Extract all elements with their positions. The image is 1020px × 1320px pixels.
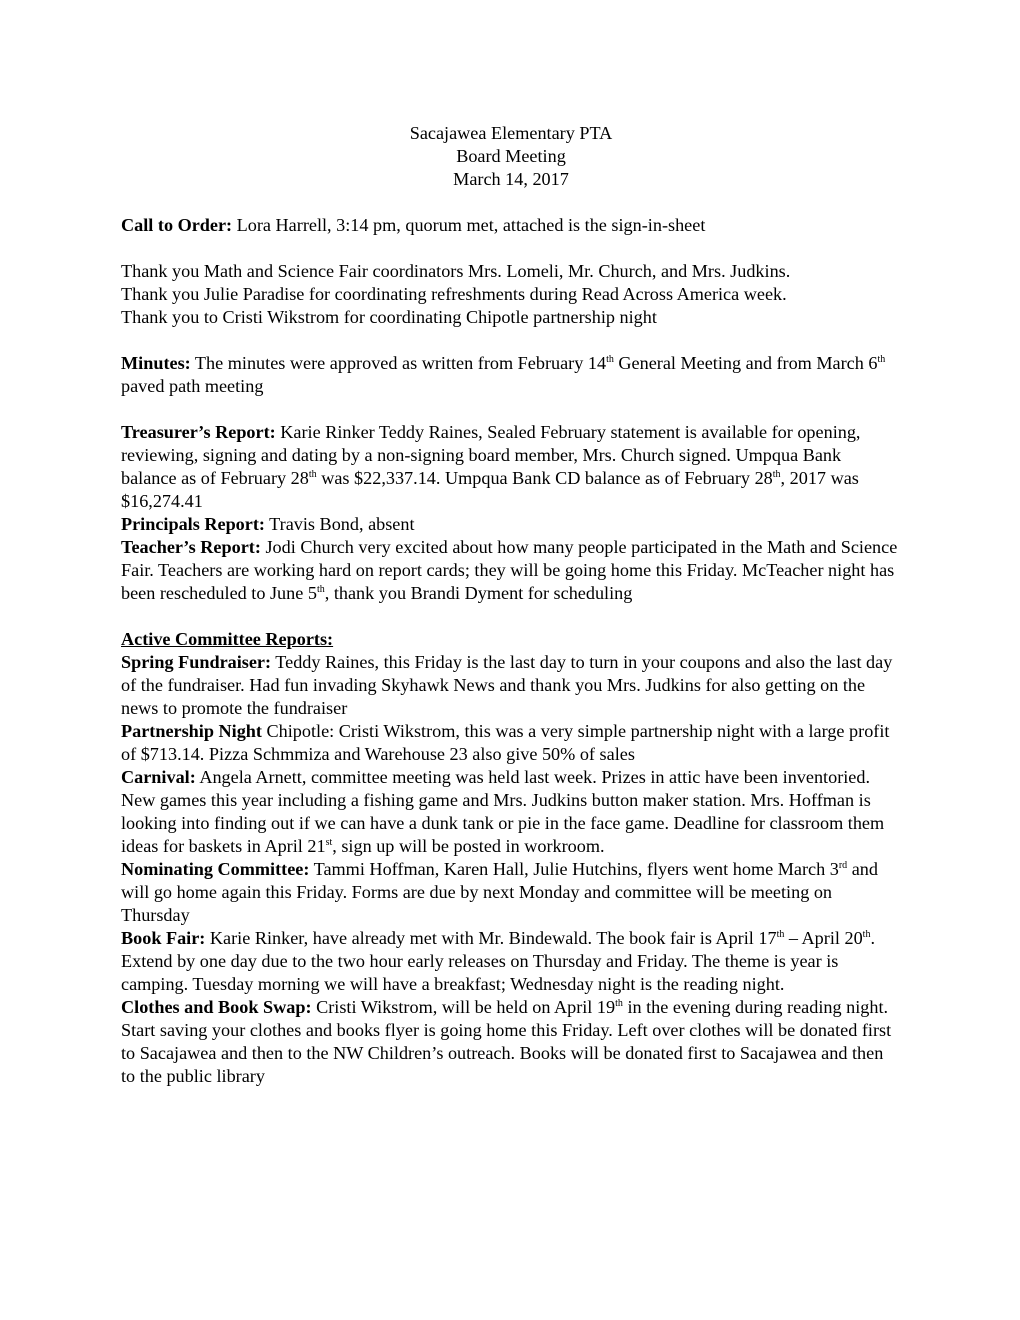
book-fair-report: Book Fair: Karie Rinker, have already met with Mr. Bindewald. The book fair is April 17th – April 20th. Extend by one day due to the two hour early releases on Thursday and Friday. The theme is year is camping. Tuesday morning we will have a breakfast; Wednesday night is the reading night. (121, 928, 875, 994)
clothes-book-swap-report: Clothes and Book Swap: Cristi Wikstrom, will be held on April 19th in the evening during reading night. Start saving your clothes and books flyer is going home this Friday. Left over clothes will be donated first to Sacajawea and then to the NW Children’s outreach. Books will be donated first to Sacajawea and then to the public library (121, 997, 892, 1086)
treasurer-report: Treasurer’s Report: Karie Rinker Teddy Raines, Sealed February statement is available for opening, reviewing, signing and dating by a non-signing board member, Mrs. Church signed. Umpqua Bank balance as of February 28th was $22,337.14. Umpqua Bank CD balance as of February 28th, 2017 was $16,274.41 (121, 422, 861, 511)
book-fair-label: Book Fair: (121, 928, 206, 948)
call-to-order: Call to Order: Lora Harrell, 3:14 pm, quorum met, attached is the sign-in-sheet (121, 215, 706, 235)
call-to-order-label: Call to Order: (121, 215, 233, 235)
document-header (121, 122, 901, 191)
partnership-label: Partnership Night (121, 721, 262, 741)
spring-fundraiser-label: Spring Fundraiser: (121, 652, 272, 672)
org-name: Sacajawea Elementary PTA (409, 123, 613, 143)
thanks-line: Thank you to Cristi Wikstrom for coordinating Chipotle partnership night (121, 307, 657, 327)
principal-label: Principals Report: (121, 514, 265, 534)
committee-reports-heading: Active Committee Reports: (121, 629, 334, 649)
nominating-label: Nominating Committee: (121, 859, 310, 879)
nominating-committee-report: Nominating Committee: Tammi Hoffman, Karen Hall, Julie Hutchins, flyers went home March 3rd and will go home again this Friday. Forms are due by next Monday and committee will be meeting on Thursday (121, 859, 878, 925)
minutes-label: Minutes: (121, 353, 191, 373)
minutes-section: Minutes: The minutes were approved as written from February 14th General Meeting and from March 6th paved path meeting (121, 353, 886, 396)
meeting-type: Board Meeting (456, 146, 566, 166)
document-page (121, 122, 901, 1088)
treasurer-label: Treasurer’s Report: (121, 422, 276, 442)
thanks-line: Thank you Julie Paradise for coordinating refreshments during Read Across America week. (121, 284, 787, 304)
carnival-label: Carnival: (121, 767, 196, 787)
principal-report: Principals Report: Travis Bond, absent (121, 514, 415, 534)
swap-label: Clothes and Book Swap: (121, 997, 312, 1017)
teacher-report: Teacher’s Report: Jodi Church very excited about how many people participated in the Math and Science Fair. Teachers are working hard on report cards; they will be going home this Friday. McTeacher night has been rescheduled to June 5th, thank you Brandi Dyment for scheduling (121, 537, 898, 603)
partnership-night-report: Partnership Night Chipotle: Cristi Wikstrom, this was a very simple partnership night with a large profit of $713.14. Pizza Schmmiza and Warehouse 23 also give 50% of sales (121, 721, 890, 764)
spring-fundraiser-report: Spring Fundraiser: Teddy Raines, this Friday is the last day to turn in your coupons and also the last day of the fundraiser. Had fun invading Skyhawk News and thank you Mrs. Judkins for also getting on the news to promote the fundraiser (121, 652, 893, 718)
thanks-line: Thank you Math and Science Fair coordinators Mrs. Lomeli, Mr. Church, and Mrs. Judkins. (121, 261, 791, 281)
teacher-label: Teacher’s Report: (121, 537, 261, 557)
meeting-date: March 14, 2017 (453, 169, 569, 189)
carnival-report: Carnival: Angela Arnett, committee meeting was held last week. Prizes in attic have been inventoried. New games this year including a fishing game and Mrs. Judkins button maker station. Mrs. Hoffman is looking into finding out if we can have a dunk tank or pie in the face game. Deadline for classroom them ideas for baskets in April 21st, sign up will be posted in workroom. (121, 767, 885, 856)
